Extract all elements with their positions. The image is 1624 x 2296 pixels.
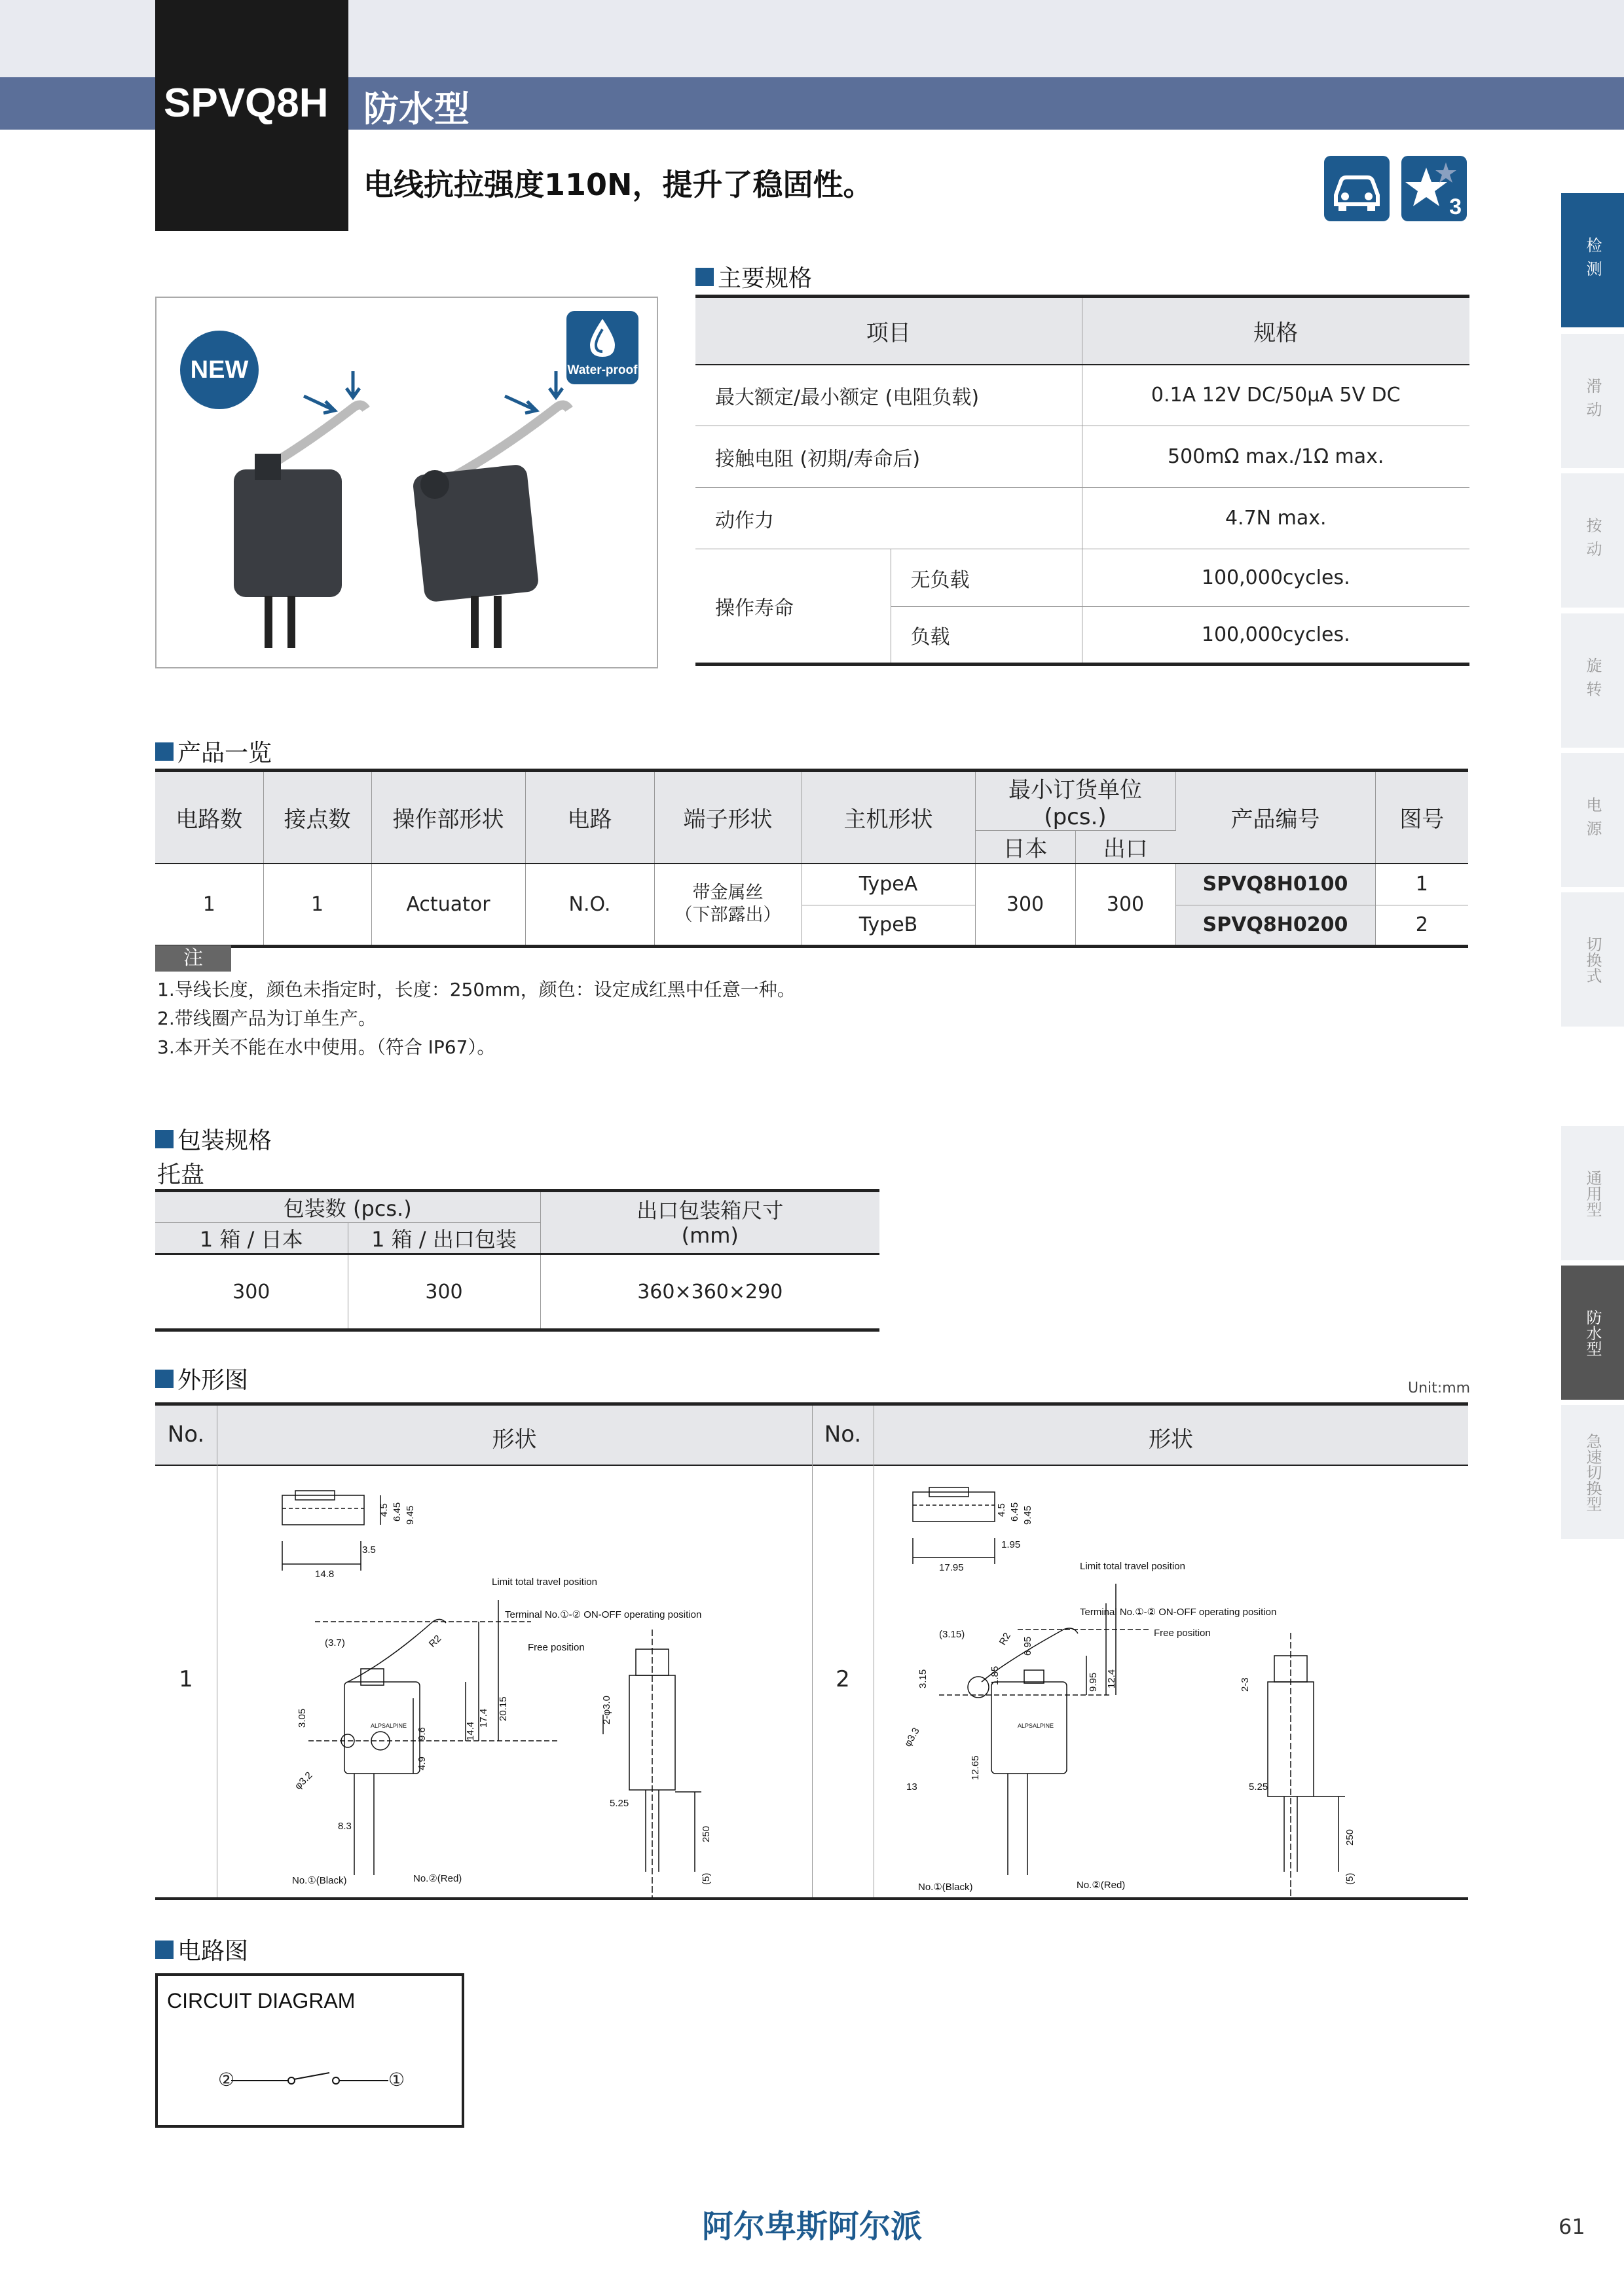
- section-marker-icon: [155, 1130, 174, 1148]
- type-label: 防水型: [363, 88, 470, 130]
- figure-2-no: 2: [836, 1666, 850, 1692]
- cell-body: TypeA: [802, 864, 975, 905]
- svg-text:9.6: 9.6: [416, 1727, 428, 1741]
- star-number: 3: [1449, 194, 1462, 219]
- svg-text:(3.7): (3.7): [325, 1637, 345, 1649]
- side-tab-general[interactable]: 通用型: [1561, 1126, 1624, 1260]
- model-title: SPVQ8H: [164, 81, 329, 126]
- side-tab-push[interactable]: 按动: [1561, 473, 1624, 608]
- col-contacts: 接点数: [263, 771, 371, 864]
- side-tab-waterproof[interactable]: 防水型: [1561, 1266, 1624, 1400]
- packing-export: 300: [348, 1254, 540, 1330]
- svg-text:8.3: 8.3: [338, 1821, 352, 1832]
- col-terminal: 端子形状: [654, 771, 802, 864]
- note-item: 1.导线长度，颜色未指定时，长度：250mm，颜色：设定成红黑中任意一种。: [157, 979, 796, 1000]
- spec-row-label: 动作力: [695, 488, 1082, 549]
- packing-jp: 300: [155, 1254, 348, 1330]
- spec-row-value: 0.1A 12V DC/50μA 5V DC: [1082, 365, 1469, 426]
- svg-text:Free position: Free position: [528, 1642, 585, 1653]
- star-rating-icon: [1401, 156, 1467, 221]
- svg-text:(5): (5): [701, 1872, 712, 1885]
- spec-table: [695, 295, 1469, 666]
- packing-header-box: 出口包装箱尺寸 (mm): [540, 1191, 879, 1254]
- spec-life-sub-label: 无负载: [891, 549, 1082, 607]
- svg-text:4.5: 4.5: [378, 1503, 390, 1517]
- products-table: [155, 769, 1468, 948]
- svg-text:Limit total travel position: Limit total travel position: [492, 1576, 597, 1588]
- cell-drawing: 2: [1415, 913, 1428, 936]
- page-number: 61: [1559, 2214, 1585, 2239]
- svg-text:(5): (5): [1344, 1872, 1356, 1885]
- products-section-title: 产品一览: [155, 735, 272, 768]
- svg-text:2-3: 2-3: [1240, 1677, 1251, 1692]
- notes-list: [157, 975, 796, 1062]
- svg-text:9.45: 9.45: [1022, 1505, 1033, 1525]
- spec-row-label: 最大额定/最小额定 (电阻负载): [695, 365, 1082, 426]
- cell-moq-jp: 300: [975, 864, 1075, 946]
- outline-unit: Unit:mm: [1408, 1380, 1471, 1396]
- svg-text:17.4: 17.4: [478, 1708, 489, 1728]
- svg-text:14.8: 14.8: [315, 1569, 335, 1580]
- col-actuator: 操作部形状: [371, 771, 525, 864]
- svg-text:20.15: 20.15: [498, 1696, 509, 1721]
- svg-text:No.②(Red): No.②(Red): [413, 1873, 462, 1884]
- svg-text:6.95: 6.95: [1022, 1636, 1033, 1656]
- outline-section-title: 外形图: [155, 1362, 248, 1395]
- cell-contacts: 1: [263, 864, 371, 946]
- col-circuits: 电路数: [155, 771, 263, 864]
- side-tab-snap-action[interactable]: 急速切换型: [1561, 1405, 1624, 1539]
- circuit-section-title: 电路图: [155, 1933, 248, 1966]
- col-moq: 最小订货单位 (pcs.): [975, 771, 1175, 831]
- note-item: 3.本开关不能在水中使用。（符合 IP67）。: [157, 1036, 496, 1058]
- switch-symbol: [158, 2054, 462, 2107]
- svg-text:9.95: 9.95: [1088, 1672, 1099, 1692]
- svg-text:17.95: 17.95: [939, 1562, 964, 1573]
- svg-text:5.25: 5.25: [1249, 1781, 1268, 1793]
- svg-text:3.15: 3.15: [917, 1669, 929, 1688]
- packing-section-title: 包装规格: [155, 1122, 272, 1156]
- svg-text:13: 13: [906, 1781, 917, 1793]
- car-icon: [1324, 156, 1390, 221]
- section-marker-icon: [695, 268, 714, 286]
- svg-text:(3.15): (3.15): [939, 1629, 965, 1640]
- spec-header-item: 项目: [695, 297, 1082, 365]
- switch-photo: [157, 298, 659, 670]
- svg-text:12.4: 12.4: [1106, 1669, 1117, 1688]
- outline-col-shape: 形状: [492, 1427, 537, 1453]
- svg-text:14.4: 14.4: [465, 1721, 476, 1741]
- section-marker-icon: [155, 742, 174, 761]
- circuit-terminal-1: ①: [388, 2069, 405, 2090]
- spec-row-label: 接触电阻 (初期/寿命后): [695, 426, 1082, 488]
- cell-part-no: SPVQ8H0100: [1175, 864, 1375, 905]
- circuit-diagram-box: [155, 1973, 464, 2128]
- cell-drawing: 1: [1375, 864, 1468, 905]
- svg-text:1.95: 1.95: [1001, 1539, 1021, 1550]
- new-badge: NEW: [180, 331, 259, 409]
- spec-life-value: 100,000cycles.: [1201, 623, 1350, 646]
- spec-header-value: 规格: [1082, 297, 1469, 365]
- cell-body: TypeB: [802, 905, 975, 946]
- packing-col-jp: 1 箱 / 日本: [155, 1223, 348, 1254]
- svg-text:No.①(Black): No.①(Black): [918, 1882, 973, 1893]
- outline-col-no: No.: [167, 1421, 205, 1448]
- svg-text:φ3.3: φ3.3: [902, 1726, 922, 1749]
- outline-drawing-1: [217, 1466, 812, 1898]
- outline-col-shape-2: 形状: [1149, 1427, 1193, 1453]
- section-marker-icon: [155, 1941, 174, 1959]
- packing-box: 360×360×290: [637, 1280, 783, 1303]
- notes-tag: 注: [155, 945, 231, 972]
- cell-actuator: Actuator: [371, 864, 525, 946]
- col-moq-export: 出口: [1075, 831, 1175, 864]
- svg-text:1.85: 1.85: [989, 1666, 1001, 1685]
- col-moq-jp: 日本: [975, 831, 1075, 864]
- packing-table: [155, 1189, 879, 1332]
- svg-text:9.45: 9.45: [405, 1505, 416, 1525]
- side-tab-rotary[interactable]: 旋转: [1561, 613, 1624, 748]
- svg-text:Limit total travel position: Limit total travel position: [1080, 1561, 1185, 1572]
- cell-circuit: N.O.: [525, 864, 654, 946]
- svg-text:4.5: 4.5: [996, 1503, 1007, 1517]
- waterproof-label: Water-proof: [567, 363, 638, 377]
- circuit-diagram-label: CIRCUIT DIAGRAM: [167, 1989, 356, 2013]
- svg-text:R2: R2: [426, 1633, 444, 1650]
- svg-text:ALPSALPINE: ALPSALPINE: [371, 1722, 407, 1729]
- col-drawing: 图号: [1375, 771, 1468, 864]
- svg-text:250: 250: [1344, 1829, 1356, 1846]
- spec-row-value: 4.7N max.: [1082, 488, 1469, 549]
- section-marker-icon: [155, 1370, 174, 1388]
- spec-life-label: 操作寿命: [695, 549, 891, 665]
- svg-text:Terminal No.①-② ON-OFF operati: Terminal No.①-② ON-OFF operating position: [505, 1609, 702, 1620]
- spec-section-title: 主要规格: [695, 260, 812, 293]
- figure-1-no: 1: [179, 1666, 193, 1692]
- svg-text:12.65: 12.65: [970, 1755, 981, 1780]
- note-item: 2.带线圈产品为订单生产。: [157, 1008, 377, 1029]
- svg-text:ALPSALPINE: ALPSALPINE: [1018, 1722, 1054, 1729]
- tagline: 电线抗拉强度110N，提升了稳固性。: [363, 167, 874, 202]
- spec-life-value: 100,000cycles.: [1082, 549, 1469, 607]
- svg-text:5.25: 5.25: [610, 1798, 629, 1809]
- side-tab-power[interactable]: 电源: [1561, 753, 1624, 887]
- col-circuit: 电路: [525, 771, 654, 864]
- svg-text:6.45: 6.45: [392, 1502, 403, 1522]
- svg-text:6.45: 6.45: [1009, 1502, 1020, 1522]
- cell-moq-export: 300: [1075, 864, 1175, 946]
- side-tab-switching[interactable]: 切换式: [1561, 892, 1624, 1027]
- packing-col-export: 1 箱 / 出口包装: [348, 1223, 540, 1254]
- svg-text:φ3.2: φ3.2: [292, 1770, 315, 1792]
- svg-text:Free position: Free position: [1154, 1628, 1211, 1639]
- svg-text:3.05: 3.05: [297, 1708, 308, 1728]
- outline-col-no-2: No.: [824, 1421, 862, 1448]
- cell-circuits: 1: [155, 864, 263, 946]
- packing-subtitle: 托盘: [157, 1161, 205, 1188]
- svg-text:3.5: 3.5: [362, 1544, 376, 1556]
- svg-text:No.①(Black): No.①(Black): [292, 1875, 347, 1886]
- svg-text:2-φ3.0: 2-φ3.0: [601, 1696, 612, 1724]
- spec-row-value: 500mΩ max./1Ω max.: [1082, 426, 1469, 488]
- col-part-no: 产品编号: [1175, 771, 1375, 864]
- svg-text:No.②(Red): No.②(Red): [1077, 1880, 1126, 1891]
- side-tab-slide[interactable]: 滑动: [1561, 334, 1624, 468]
- cell-part-no: SPVQ8H0200: [1175, 905, 1375, 946]
- footer-brand: 阿尔卑斯阿尔派: [701, 2208, 922, 2245]
- svg-text:4.9: 4.9: [416, 1757, 428, 1770]
- svg-text:R2: R2: [997, 1630, 1014, 1647]
- svg-text:Terminal No.①-② ON-OFF operati: Terminal No.①-② ON-OFF operating position: [1080, 1607, 1277, 1618]
- spec-life-sub-label: 负载: [891, 607, 1082, 665]
- circuit-terminal-2: ②: [218, 2069, 235, 2090]
- svg-text:250: 250: [701, 1825, 712, 1842]
- col-body: 主机形状: [802, 771, 975, 864]
- product-photo-frame: [155, 297, 658, 668]
- outline-table: [155, 1402, 1468, 1900]
- cell-terminal: 带金属丝 （下部露出）: [654, 864, 802, 946]
- outline-drawing-2: [874, 1466, 1468, 1898]
- packing-header-qty: 包装数 (pcs.): [155, 1191, 540, 1223]
- side-tab-detect[interactable]: 检测: [1561, 193, 1624, 327]
